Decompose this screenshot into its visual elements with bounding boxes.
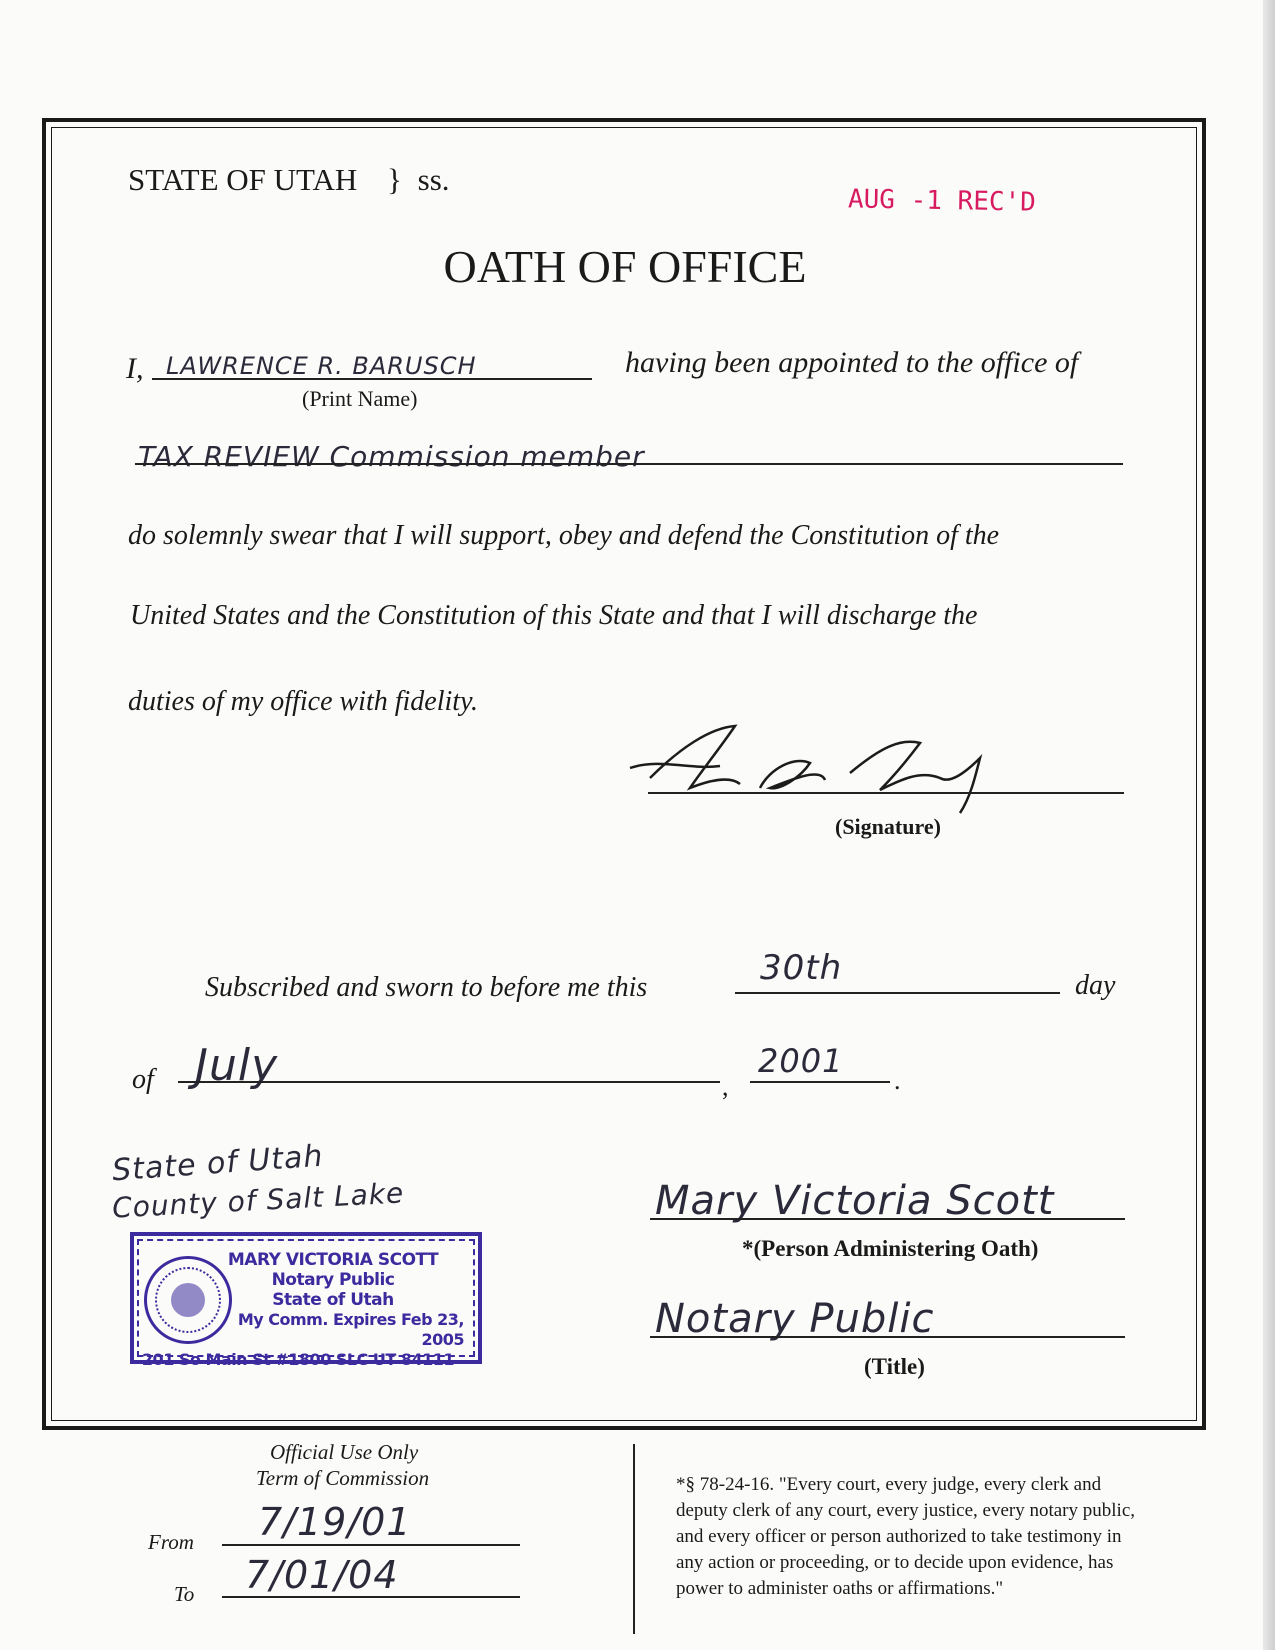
oath-line-1: do solemnly swear that I will support, obey and defend the Constitution of the [128, 520, 1000, 551]
year-period: . [894, 1066, 901, 1095]
notary-address: 201 So Main St #1800 SLC UT 84111 [141, 1350, 455, 1369]
month-comma: , [722, 1072, 729, 1101]
administrator-signature: Mary Victoria Scott [655, 1178, 1055, 1224]
official-use-heading: Official Use Only [270, 1440, 419, 1464]
received-stamp: AUG -1 REC'D [847, 184, 1037, 218]
office-value: TAX REVIEW Commission member [138, 440, 645, 473]
signature-label: (Signature) [835, 814, 941, 839]
oath-line-3: duties of my office with fidelity. [128, 686, 478, 717]
title-value: Notary Public [655, 1296, 935, 1342]
state-name: STATE OF UTAH [128, 162, 358, 197]
title-label: (Title) [864, 1354, 925, 1379]
from-label: From [148, 1530, 194, 1554]
term-heading: Term of Commission [256, 1466, 430, 1490]
print-name-value: LAWRENCE R. BARUSCH [166, 352, 477, 380]
year-line [750, 1081, 890, 1083]
notary-role: Notary Public [271, 1270, 395, 1290]
print-name-label: (Print Name) [302, 386, 418, 411]
from-line [222, 1544, 520, 1546]
notary-name: MARY VICTORIA SCOTT [227, 1250, 439, 1270]
print-name-line [152, 378, 592, 380]
statute-line-4: any action or proceeding, or to decide upon evidence, has [676, 1552, 1114, 1573]
statute-text [676, 1472, 1135, 1602]
statute-line-1: *§ 78-24-16. "Every court, every judge, every clerk and [676, 1474, 1102, 1495]
day-value: 30th [760, 948, 843, 988]
title-line [650, 1336, 1125, 1338]
oath-taker-signature-image [620, 718, 1040, 818]
intro-prefix: I, [126, 352, 144, 385]
of-label: of [132, 1064, 154, 1095]
to-value: 7/01/04 [245, 1553, 399, 1597]
to-line [222, 1596, 520, 1598]
footer-divider [633, 1444, 635, 1634]
venue-county: County of Salt Lake [111, 1176, 405, 1225]
notary-state: State of Utah [272, 1290, 394, 1310]
year-value: 2001 [758, 1042, 844, 1080]
signature-line [648, 792, 1124, 794]
month-line [178, 1081, 720, 1083]
from-value: 7/19/01 [258, 1500, 412, 1544]
document-title: OATH OF OFFICE [443, 241, 807, 292]
statute-line-3: and every officer or person authorized to take testimony in [676, 1526, 1122, 1547]
statute-line-5: power to administer oaths or affirmations." [676, 1578, 1004, 1599]
administrator-label: *(Person Administering Oath) [742, 1236, 1039, 1261]
notary-seal-icon [144, 1256, 232, 1344]
oath-line-2: United States and the Constitution of this State and that I will discharge the [130, 600, 978, 631]
page-edge [1263, 0, 1275, 1650]
office-line [135, 463, 1123, 465]
to-label: To [174, 1582, 195, 1606]
administrator-line [650, 1218, 1125, 1220]
day-label: day [1075, 970, 1116, 1001]
notary-stamp [130, 1232, 482, 1369]
notary-commission: My Comm. Expires Feb 23, 2005 [237, 1310, 464, 1349]
venue-state: State of Utah [111, 1138, 325, 1189]
appointed-text: having been appointed to the office of [625, 346, 1079, 379]
month-value: July [195, 1040, 279, 1091]
notary-stamp-text [141, 1250, 472, 1370]
subscribed-text: Subscribed and sworn to before me this [205, 972, 648, 1003]
brace: } [387, 162, 402, 197]
day-line [735, 992, 1060, 994]
ss-abbrev: ss. [417, 162, 450, 197]
statute-line-2: deputy clerk of any court, every justice, every notary public, [676, 1500, 1135, 1521]
state-line [128, 162, 450, 198]
